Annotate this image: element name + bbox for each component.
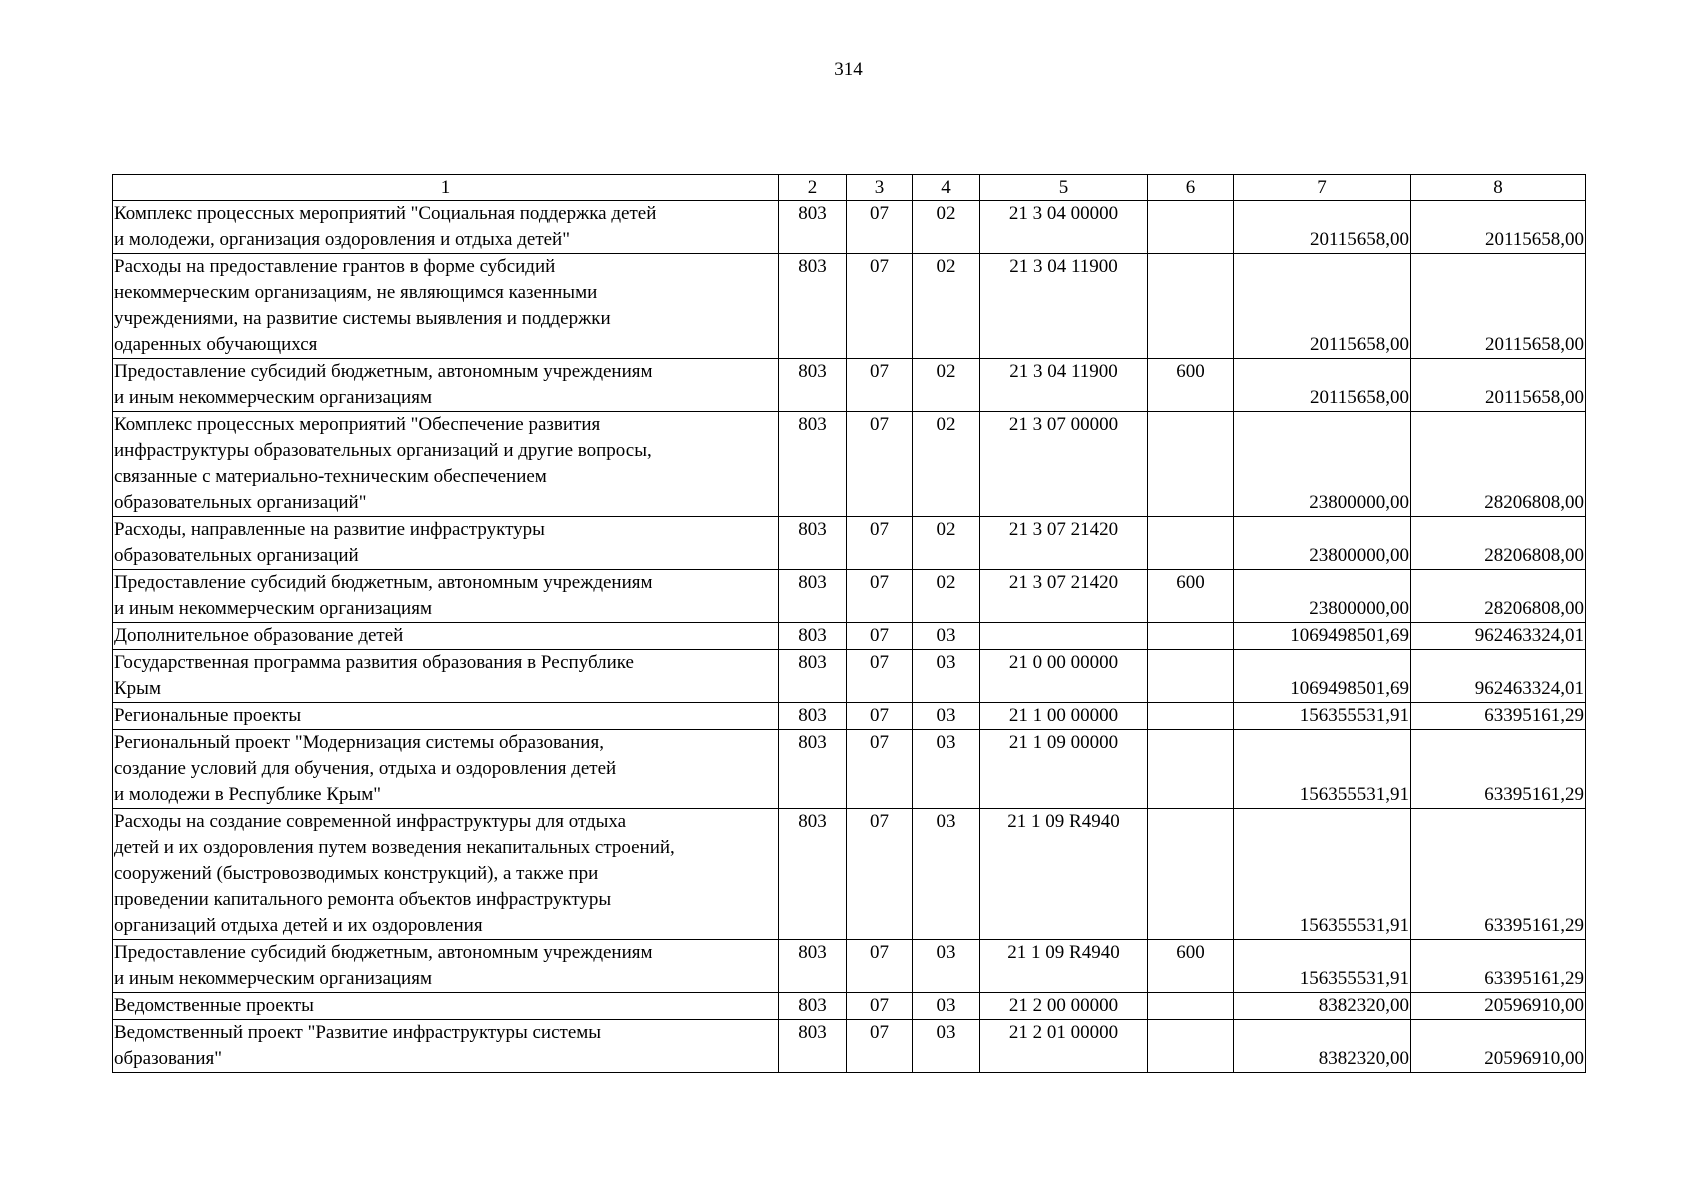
row-expense-type [1148,1020,1234,1073]
row-subsection-code: 02 [913,254,980,359]
row-admin-code: 803 [779,570,847,623]
row-amount-col7: 20115658,00 [1234,201,1411,254]
row-expense-type [1148,730,1234,809]
row-description: Предоставление субсидий бюджетным, автономным учреждениям и иным некоммерческим организациям [113,940,779,993]
table-header-row [113,175,1586,201]
row-section-code: 07 [847,359,913,412]
column-header-2: 2 [779,175,847,201]
row-description: Дополнительное образование детей [113,623,779,650]
row-section-code: 07 [847,412,913,517]
row-section-code: 07 [847,570,913,623]
row-section-code: 07 [847,809,913,940]
row-admin-code: 803 [779,254,847,359]
row-subsection-code: 03 [913,1020,980,1073]
row-target-article: 21 1 09 00000 [980,730,1148,809]
row-amount-col8: 20115658,00 [1411,201,1586,254]
row-subsection-code: 02 [913,412,980,517]
row-amount-col7: 23800000,00 [1234,570,1411,623]
row-subsection-code: 03 [913,623,980,650]
row-amount-col8: 20596910,00 [1411,1020,1586,1073]
table-row [113,623,1586,650]
row-expense-type [1148,993,1234,1020]
row-amount-col7: 1069498501,69 [1234,650,1411,703]
row-expense-type [1148,650,1234,703]
row-amount-col7: 156355531,91 [1234,940,1411,993]
row-target-article: 21 1 09 R4940 [980,809,1148,940]
row-expense-type: 600 [1148,570,1234,623]
row-description: Расходы на предоставление грантов в форме субсидий некоммерческим организациям, не являющимся казенными учреждениями, на развитие системы выявления и поддержки одаренных обучающихся [113,254,779,359]
row-target-article: 21 3 07 21420 [980,570,1148,623]
row-admin-code: 803 [779,940,847,993]
row-amount-col8: 28206808,00 [1411,517,1586,570]
row-description: Государственная программа развития образования в Республике Крым [113,650,779,703]
row-expense-type [1148,703,1234,730]
row-target-article [980,623,1148,650]
row-amount-col7: 20115658,00 [1234,359,1411,412]
row-subsection-code: 03 [913,993,980,1020]
budget-table [112,174,1586,1073]
table-row [113,650,1586,703]
row-description: Расходы на создание современной инфраструктуры для отдыха детей и их оздоровления путем возведения некапитальных строений, сооружений (быстровозводимых конструкций), а также при проведении капитального ремонта объектов инфраструктуры организаций отдыха детей и их оздоровления [113,809,779,940]
row-section-code: 07 [847,993,913,1020]
row-subsection-code: 03 [913,703,980,730]
row-description: Региональный проект "Модернизация системы образования, создание условий для обучения, отдыха и оздоровления детей и молодежи в Республике Крым" [113,730,779,809]
table-row [113,1020,1586,1073]
column-header-5: 5 [980,175,1148,201]
row-amount-col8: 63395161,29 [1411,703,1586,730]
row-amount-col7: 156355531,91 [1234,730,1411,809]
row-target-article: 21 3 07 00000 [980,412,1148,517]
table-row [113,703,1586,730]
row-admin-code: 803 [779,730,847,809]
row-target-article: 21 3 04 11900 [980,254,1148,359]
row-admin-code: 803 [779,517,847,570]
row-subsection-code: 03 [913,650,980,703]
row-description: Комплекс процессных мероприятий "Обеспечение развития инфраструктуры образовательных организаций и другие вопросы, связанные с материально-техническим обеспечением образовательных организаций" [113,412,779,517]
row-subsection-code: 02 [913,570,980,623]
table-row [113,201,1586,254]
row-description: Ведомственный проект "Развитие инфраструктуры системы образования" [113,1020,779,1073]
row-section-code: 07 [847,650,913,703]
row-admin-code: 803 [779,703,847,730]
row-amount-col7: 8382320,00 [1234,1020,1411,1073]
row-expense-type [1148,254,1234,359]
row-subsection-code: 02 [913,359,980,412]
row-section-code: 07 [847,254,913,359]
table-body [113,175,1586,1073]
row-target-article: 21 2 00 00000 [980,993,1148,1020]
table-row [113,359,1586,412]
row-description: Комплекс процессных мероприятий "Социальная поддержка детей и молодежи, организация оздоровления и отдыха детей" [113,201,779,254]
row-amount-col8: 20115658,00 [1411,359,1586,412]
column-header-1: 1 [113,175,779,201]
row-target-article: 21 2 01 00000 [980,1020,1148,1073]
table-row [113,517,1586,570]
row-amount-col7: 23800000,00 [1234,517,1411,570]
row-description: Расходы, направленные на развитие инфраструктуры образовательных организаций [113,517,779,570]
row-admin-code: 803 [779,1020,847,1073]
row-expense-type [1148,623,1234,650]
row-section-code: 07 [847,623,913,650]
row-amount-col8: 63395161,29 [1411,730,1586,809]
row-admin-code: 803 [779,993,847,1020]
row-amount-col8: 63395161,29 [1411,809,1586,940]
table-row [113,940,1586,993]
column-header-6: 6 [1148,175,1234,201]
row-target-article: 21 1 00 00000 [980,703,1148,730]
row-subsection-code: 03 [913,730,980,809]
row-amount-col8: 20115658,00 [1411,254,1586,359]
row-target-article: 21 3 07 21420 [980,517,1148,570]
row-expense-type [1148,517,1234,570]
column-header-8: 8 [1411,175,1586,201]
row-section-code: 07 [847,517,913,570]
row-expense-type: 600 [1148,359,1234,412]
table-row [113,570,1586,623]
row-amount-col7: 156355531,91 [1234,703,1411,730]
row-section-code: 07 [847,201,913,254]
column-header-3: 3 [847,175,913,201]
row-amount-col8: 20596910,00 [1411,993,1586,1020]
row-amount-col8: 63395161,29 [1411,940,1586,993]
row-amount-col7: 20115658,00 [1234,254,1411,359]
row-amount-col8: 28206808,00 [1411,570,1586,623]
row-admin-code: 803 [779,623,847,650]
table-row [113,809,1586,940]
row-admin-code: 803 [779,201,847,254]
row-description: Ведомственные проекты [113,993,779,1020]
row-admin-code: 803 [779,809,847,940]
row-admin-code: 803 [779,359,847,412]
row-target-article: 21 0 00 00000 [980,650,1148,703]
row-amount-col8: 962463324,01 [1411,650,1586,703]
table-row [113,993,1586,1020]
row-subsection-code: 03 [913,809,980,940]
row-amount-col7: 1069498501,69 [1234,623,1411,650]
row-target-article: 21 1 09 R4940 [980,940,1148,993]
row-target-article: 21 3 04 11900 [980,359,1148,412]
row-amount-col8: 962463324,01 [1411,623,1586,650]
row-section-code: 07 [847,1020,913,1073]
table-row [113,412,1586,517]
row-description: Предоставление субсидий бюджетным, автономным учреждениям и иным некоммерческим организациям [113,570,779,623]
table-row [113,730,1586,809]
page-number: 314 [834,59,863,80]
row-description: Предоставление субсидий бюджетным, автономным учреждениям и иным некоммерческим организациям [113,359,779,412]
row-section-code: 07 [847,940,913,993]
column-header-7: 7 [1234,175,1411,201]
row-section-code: 07 [847,703,913,730]
column-header-4: 4 [913,175,980,201]
row-amount-col7: 156355531,91 [1234,809,1411,940]
row-amount-col7: 23800000,00 [1234,412,1411,517]
row-admin-code: 803 [779,650,847,703]
row-expense-type [1148,412,1234,517]
row-target-article: 21 3 04 00000 [980,201,1148,254]
row-subsection-code: 03 [913,940,980,993]
row-subsection-code: 02 [913,201,980,254]
row-expense-type [1148,201,1234,254]
row-amount-col7: 8382320,00 [1234,993,1411,1020]
row-expense-type [1148,809,1234,940]
row-subsection-code: 02 [913,517,980,570]
row-amount-col8: 28206808,00 [1411,412,1586,517]
table-row [113,254,1586,359]
row-admin-code: 803 [779,412,847,517]
row-description: Региональные проекты [113,703,779,730]
row-expense-type: 600 [1148,940,1234,993]
row-section-code: 07 [847,730,913,809]
